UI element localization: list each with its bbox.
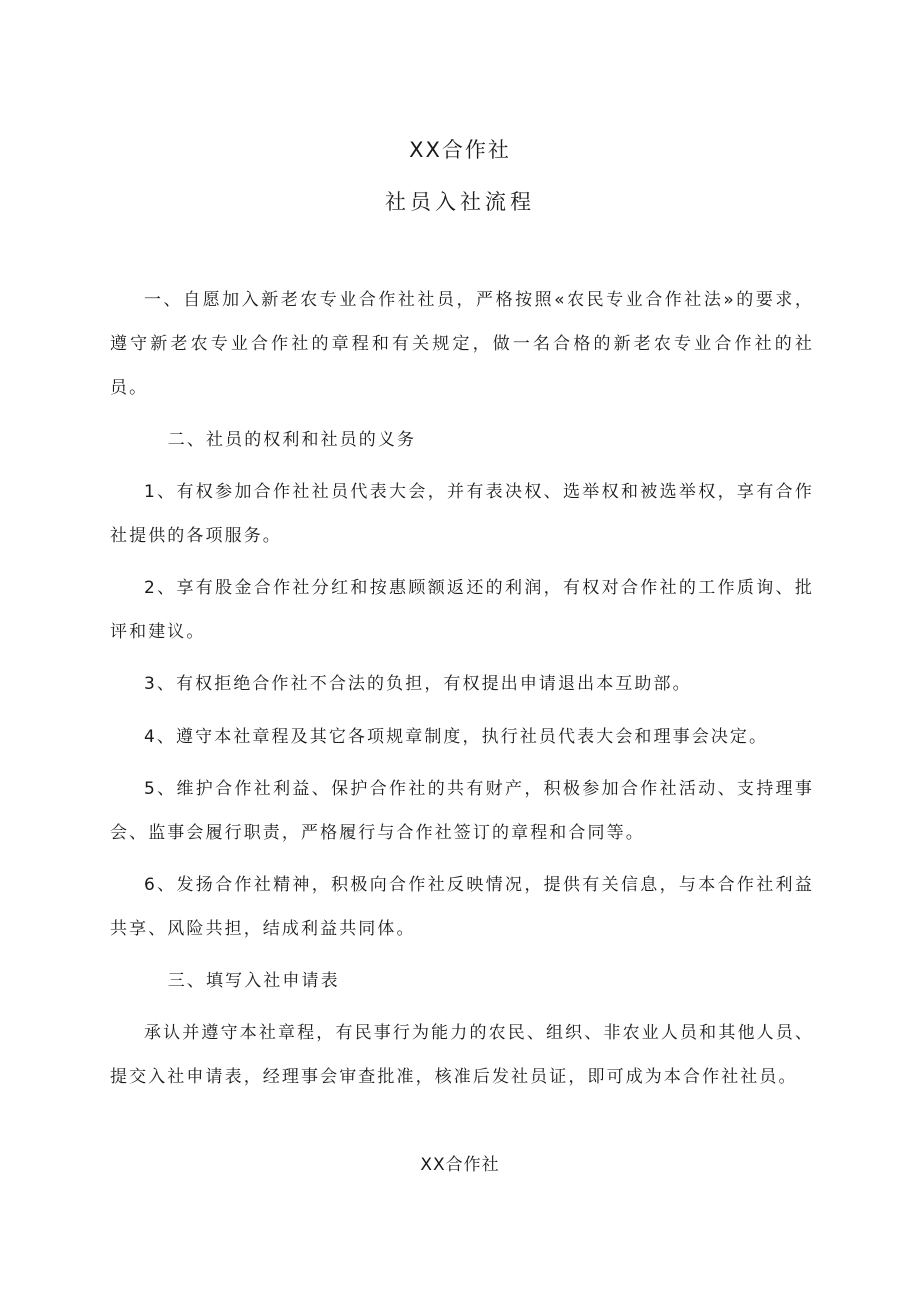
document-subtitle: 社员入社流程 xyxy=(385,190,535,214)
paragraph-item-3: 3、有权拒绝合作社不合法的负担，有权提出申请退出本互助部。 xyxy=(144,674,692,695)
paragraph-item-1: 1、有权参加合作社社员代表大会，并有表决权、选举权和被选举权，享有合作社提供的各项服务。 xyxy=(110,482,814,546)
section-heading-3: 三、填写入社申请表 xyxy=(167,971,340,992)
paragraph-application: 承认并遵守本社章程，有民事行为能力的农民、组织、非农业人员和其他人员、提交入社申请表，经理事会审查批准，核准后发社员证，即可成为本合作社社员。 xyxy=(110,1023,814,1088)
document-body xyxy=(110,279,814,1109)
paragraph-1: 一、自愿加入新老农专业合作社社员，严格按照«农民专业合作社法»的要求，遵守新老农专业合作社的章程和有关规定，做一名合格的新老农专业合作社的社员。 xyxy=(110,290,814,398)
paragraph-item-6: 6、发扬合作社精神，积极向合作社反映情况，提供有关信息，与本合作社利益共享、风险共担，结成利益共同体。 xyxy=(110,875,814,939)
paragraph-item-2: 2、享有股金合作社分红和按惠顾额返还的利润，有权对合作社的工作质询、批评和建议。 xyxy=(110,578,814,643)
section-heading-2: 二、社员的权利和社员的义务 xyxy=(167,429,417,450)
document-title: XX合作社 xyxy=(409,138,511,162)
paragraph-item-5: 5、维护合作社利益、保护合作社的共有财产，积极参加合作社活动、支持理事会、监事会履行职责，严格履行与合作社签订的章程和合同等。 xyxy=(110,778,814,843)
paragraph-item-4: 4、遵守本社章程及其它各项规章制度，执行社员代表大会和理事会决定。 xyxy=(144,726,769,747)
document-signature: XX合作社 xyxy=(420,1155,500,1175)
